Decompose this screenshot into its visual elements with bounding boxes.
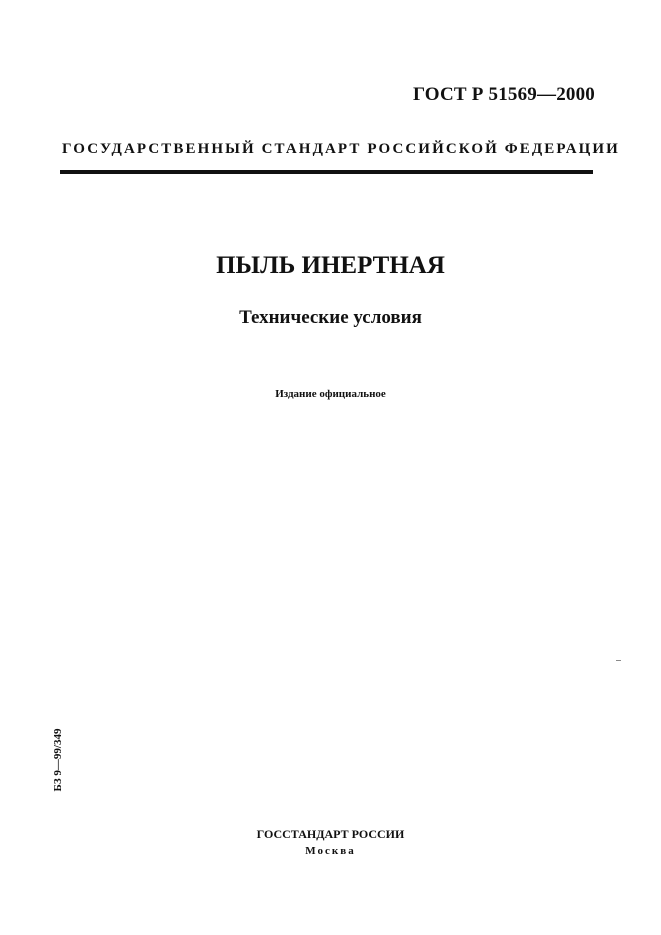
edition-label: Издание официальное (275, 388, 386, 400)
document-subtitle: Технические условия (239, 307, 422, 328)
publication-city: Москва (305, 845, 356, 857)
header-rule (60, 170, 593, 174)
state-standard-heading: ГОСУДАРСТВЕННЫЙ СТАНДАРТ РОССИЙСКОЙ ФЕДЕРАЦИИ (62, 141, 620, 157)
publisher-name: ГОССТАНДАРТ РОССИИ (256, 827, 405, 841)
document-title: ПЫЛЬ ИНЕРТНАЯ (216, 252, 445, 279)
standard-number: ГОСТ Р 51569—2000 (412, 84, 595, 105)
side-registration-code: БЗ 9—99/349 (52, 728, 64, 792)
scan-speck (616, 660, 621, 661)
